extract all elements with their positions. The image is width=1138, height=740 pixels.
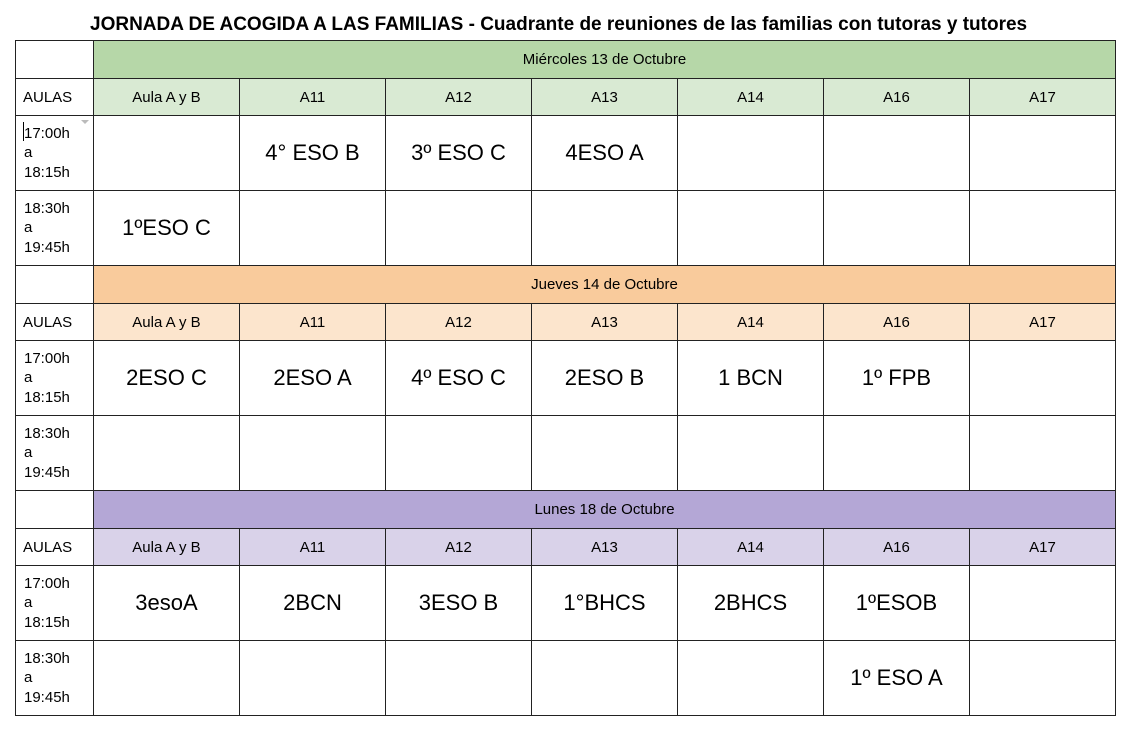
group-cell[interactable]: 1°BHCS [532, 566, 678, 641]
time-start: 17:00h [24, 574, 70, 592]
group-cell[interactable] [824, 416, 970, 491]
time-end: 19:45h [24, 463, 70, 481]
dropdown-arrow-icon[interactable] [81, 120, 89, 124]
time-end: 19:45h [24, 238, 70, 256]
group-cell[interactable] [970, 116, 1116, 191]
time-end: 19:45h [24, 688, 70, 706]
time-sep: a [24, 144, 33, 162]
time-sep: a [24, 594, 33, 612]
group-cell[interactable]: 4ESO A [532, 116, 678, 191]
group-cell[interactable] [970, 191, 1116, 266]
room-header[interactable]: A13 [532, 529, 678, 566]
schedule-table [15, 40, 1116, 716]
time-sep: a [24, 369, 33, 387]
room-header[interactable]: Aula A y B [94, 304, 240, 341]
blank-cell[interactable] [16, 491, 94, 529]
group-cell[interactable] [386, 191, 532, 266]
group-cell[interactable]: 1 BCN [678, 341, 824, 416]
time-end: 18:15h [24, 388, 70, 406]
group-cell[interactable]: 3esoA [94, 566, 240, 641]
room-header[interactable]: A12 [386, 79, 532, 116]
group-cell[interactable] [94, 416, 240, 491]
room-header[interactable]: A16 [824, 79, 970, 116]
room-header[interactable]: A14 [678, 79, 824, 116]
time-start: 17:00h [24, 349, 70, 367]
group-cell[interactable] [970, 641, 1116, 716]
room-header[interactable]: A16 [824, 304, 970, 341]
room-header[interactable]: Aula A y B [94, 79, 240, 116]
time-slot-cell[interactable] [16, 116, 94, 191]
group-cell[interactable] [970, 341, 1116, 416]
day-block-2 [16, 266, 1116, 491]
room-header[interactable]: A17 [970, 304, 1116, 341]
group-cell[interactable]: 2ESO C [94, 341, 240, 416]
time-start: 18:30h [24, 649, 70, 667]
group-cell[interactable]: 4° ESO B [240, 116, 386, 191]
day-header[interactable]: Lunes 18 de Octubre [94, 491, 1116, 529]
room-header[interactable]: A11 [240, 304, 386, 341]
aulas-label[interactable]: AULAS [16, 79, 94, 116]
group-cell[interactable]: 2ESO B [532, 341, 678, 416]
time-end: 18:15h [24, 163, 70, 181]
room-header[interactable]: Aula A y B [94, 529, 240, 566]
group-cell[interactable] [824, 191, 970, 266]
time-slot-cell[interactable] [16, 641, 94, 716]
time-sep: a [24, 669, 33, 687]
group-cell[interactable] [970, 566, 1116, 641]
time-start: 18:30h [24, 424, 70, 442]
day-block-1 [16, 41, 1116, 266]
room-header[interactable]: A13 [532, 304, 678, 341]
text-cursor [23, 122, 24, 141]
room-header[interactable]: A17 [970, 79, 1116, 116]
room-header[interactable]: A12 [386, 304, 532, 341]
group-cell[interactable] [678, 641, 824, 716]
group-cell[interactable] [94, 116, 240, 191]
group-cell[interactable] [386, 641, 532, 716]
group-cell[interactable] [532, 191, 678, 266]
time-slot-cell[interactable] [16, 191, 94, 266]
group-cell[interactable]: 1ºESOB [824, 566, 970, 641]
group-cell[interactable]: 1º FPB [824, 341, 970, 416]
time-slot-cell[interactable] [16, 341, 94, 416]
room-header[interactable]: A12 [386, 529, 532, 566]
group-cell[interactable] [532, 641, 678, 716]
time-start: 17:00h [24, 124, 70, 142]
time-end: 18:15h [24, 613, 70, 631]
group-cell[interactable] [94, 641, 240, 716]
group-cell[interactable] [240, 641, 386, 716]
group-cell[interactable]: 1ºESO C [94, 191, 240, 266]
group-cell[interactable]: 2BCN [240, 566, 386, 641]
page-title: JORNADA DE ACOGIDA A LAS FAMILIAS - Cuadrante de reuniones de las familias con tutoras y tutores [90, 14, 1028, 35]
group-cell[interactable] [678, 416, 824, 491]
room-header[interactable]: A11 [240, 79, 386, 116]
day-block-3 [16, 491, 1116, 716]
room-header[interactable]: A14 [678, 529, 824, 566]
group-cell[interactable] [824, 116, 970, 191]
day-header[interactable]: Jueves 14 de Octubre [94, 266, 1116, 304]
aulas-label[interactable]: AULAS [16, 529, 94, 566]
group-cell[interactable]: 2ESO A [240, 341, 386, 416]
blank-cell[interactable] [16, 266, 94, 304]
room-header[interactable]: A13 [532, 79, 678, 116]
group-cell[interactable]: 4º ESO C [386, 341, 532, 416]
day-header[interactable]: Miércoles 13 de Octubre [94, 41, 1116, 79]
group-cell[interactable]: 3ESO B [386, 566, 532, 641]
group-cell[interactable] [532, 416, 678, 491]
room-header[interactable]: A17 [970, 529, 1116, 566]
room-header[interactable]: A14 [678, 304, 824, 341]
time-sep: a [24, 444, 33, 462]
group-cell[interactable]: 1º ESO A [824, 641, 970, 716]
room-header[interactable]: A11 [240, 529, 386, 566]
group-cell[interactable] [678, 191, 824, 266]
group-cell[interactable]: 2BHCS [678, 566, 824, 641]
aulas-label[interactable]: AULAS [16, 304, 94, 341]
blank-cell[interactable] [16, 41, 94, 79]
group-cell[interactable] [970, 416, 1116, 491]
group-cell[interactable] [678, 116, 824, 191]
group-cell[interactable] [240, 416, 386, 491]
room-header[interactable]: A16 [824, 529, 970, 566]
time-start: 18:30h [24, 199, 70, 217]
group-cell[interactable] [240, 191, 386, 266]
time-sep: a [24, 219, 33, 237]
group-cell[interactable]: 3º ESO C [386, 116, 532, 191]
group-cell[interactable] [386, 416, 532, 491]
time-slot-cell[interactable] [16, 416, 94, 491]
time-slot-cell[interactable] [16, 566, 94, 641]
